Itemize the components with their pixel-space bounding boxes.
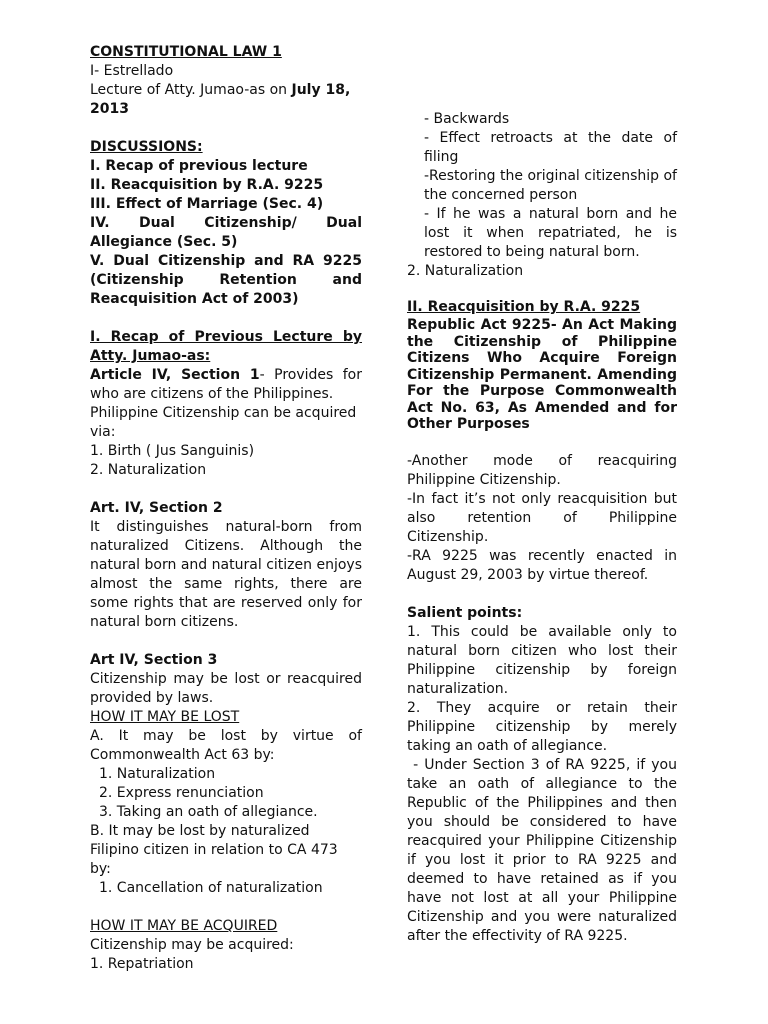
right-column bbox=[407, 110, 682, 946]
ra-note: -RA 9225 was recently enacted in August 29, 2003 by virtue thereof. bbox=[407, 547, 677, 583]
salient-heading: Salient points: bbox=[407, 604, 523, 621]
lost-heading: HOW IT MAY BE LOST bbox=[90, 709, 240, 725]
art4s3-heading: Art IV, Section 3 bbox=[90, 652, 218, 668]
art4s3-text: Citizenship may be lost or reacquired provided by laws. bbox=[90, 671, 362, 706]
lecture-date: July 18, 2013 bbox=[90, 82, 351, 117]
acquired-text: Citizenship may be acquired: bbox=[90, 937, 294, 953]
acquired-via: Philippine Citizenship can be acquired via: bbox=[90, 405, 357, 440]
lost-b-item: 1. Cancellation of naturalization bbox=[99, 880, 323, 896]
repatriation-item: -Restoring the original citizenship of the concerned person bbox=[424, 168, 677, 203]
salient-point: - Under Section 3 of RA 9225, if you take an oath of allegiance to the Republic of the Philippines and then you should be considered to have reacquired your Philippine Citizenship if you lost it prior to RA 9225 and deemed to have retained as if you have not lost at all your Philippine Citizenship and you were naturalized after the effectivity of RA 9225. bbox=[407, 756, 682, 944]
naturalization-item: 2. Naturalization bbox=[407, 263, 524, 279]
repatriation-item: - Backwards bbox=[424, 111, 510, 127]
acquired-heading: HOW IT MAY BE ACQUIRED bbox=[90, 918, 278, 934]
ra-note: -Another mode of reacquiring Philippine Citizenship. bbox=[407, 452, 677, 488]
ra-title: Republic Act 9225- An Act Making the Citizenship of Philippine Citizens Who Acquire Foreign Citizenship Permanent. Amending For the Purpose Commonwealth Act No. 63, As Amended and for Other Purposes bbox=[407, 317, 677, 432]
acquire-item: 1. Birth ( Jus Sanguinis) bbox=[90, 443, 255, 459]
lost-b: B. It may be lost by naturalized Filipino citizen in relation to CA 473 by: bbox=[90, 823, 338, 877]
art4s2-heading: Art. IV, Section 2 bbox=[90, 500, 223, 516]
salient-point: 2. They acquire or retain their Philippine citizenship by merely taking an oath of allegiance. bbox=[407, 699, 677, 754]
art4s1-label: Article IV, Section 1 bbox=[90, 367, 260, 383]
lecture-prefix: Lecture of Atty. Jumao-as on bbox=[90, 82, 292, 98]
discussion-item: II. Reacquisition by R.A. 9225 bbox=[90, 177, 324, 193]
art4s1-text: - Provides for who are citizens of the Philippines. bbox=[90, 367, 362, 402]
reacquisition-heading: II. Reacquisition by R.A. 9225 bbox=[407, 299, 641, 315]
lost-a-item: 2. Express renunciation bbox=[99, 785, 264, 801]
acquired-item: 1. Repatriation bbox=[90, 956, 194, 972]
discussion-item: V. Dual Citizenship and RA 9225 (Citizenship Retention and Reacquisition Act of 2003) bbox=[90, 253, 362, 307]
section-line: I- Estrellado bbox=[90, 63, 174, 79]
course-title: CONSTITUTIONAL LAW 1 bbox=[90, 44, 282, 60]
art4s1-paragraph bbox=[90, 366, 362, 404]
acquire-item: 2. Naturalization bbox=[90, 462, 207, 478]
discussion-item: I. Recap of previous lecture bbox=[90, 158, 308, 174]
lost-a-item: 1. Naturalization bbox=[99, 766, 216, 782]
art4s2-text: It distinguishes natural-born from naturalized Citizens. Although the natural born and natural citizen enjoys almost the same rights, there are some rights that are reserved only for natural born citizens. bbox=[90, 519, 362, 630]
discussions-heading: DISCUSSIONS: bbox=[90, 139, 203, 155]
repatriation-item: - If he was a natural born and he lost it when repatriated, he is restored to being natural born. bbox=[424, 206, 677, 260]
lost-a: A. It may be lost by virtue of Commonwealth Act 63 by: bbox=[90, 728, 362, 763]
discussion-item: III. Effect of Marriage (Sec. 4) bbox=[90, 196, 324, 212]
lost-a-item: 3. Taking an oath of allegiance. bbox=[99, 804, 318, 820]
discussion-item: IV. Dual Citizenship/ Dual Allegiance (Sec. 5) bbox=[90, 215, 362, 250]
left-column bbox=[90, 43, 362, 974]
recap-heading: I. Recap of Previous Lecture by Atty. Jumao-as: bbox=[90, 329, 362, 364]
lecture-line bbox=[90, 81, 362, 119]
repatriation-item: - Effect retroacts at the date of filing bbox=[424, 130, 677, 165]
ra-note: -In fact it’s not only reacquisition but also retention of Philippine Citizenship. bbox=[407, 490, 677, 545]
salient-point: 1. This could be available only to natural born citizen who lost their Philippine citizenship by foreign naturalization. bbox=[407, 623, 677, 697]
